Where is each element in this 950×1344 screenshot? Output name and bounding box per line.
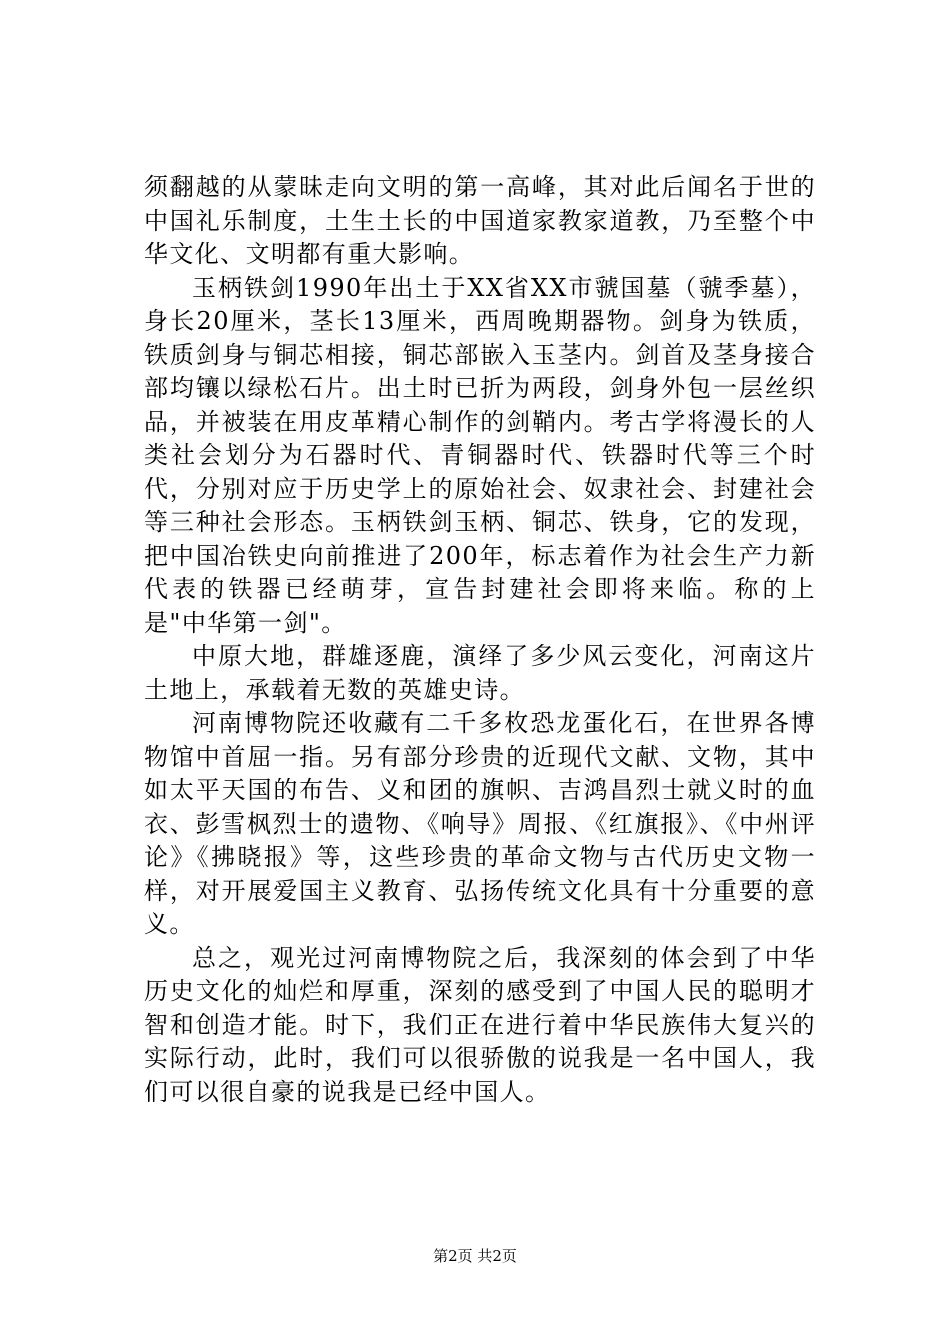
paragraph-1: 须翻越的从蒙昧走向文明的第一高峰，其对此后闻名于世的中国礼乐制度，土生土长的中国道家教家道教，乃至整个中华文化、文明都有重大影响。 (144, 173, 816, 268)
paragraph-4: 河南博物院还收藏有二千多枚恐龙蛋化石，在世界各博物馆中首屈一指。另有部分珍贵的近现代文献、文物，其中如太平天国的布告、义和团的旗帜、吉鸿昌烈士就义时的血衣、彭雪枫烈士的遗物、《响导》周报、《红旗报》、《中州评论》《拂晓报》等，这些珍贵的革命文物与古代历史文物一样，对开展爱国主义教育、弘扬传统文化具有十分重要的意义。 (144, 709, 816, 938)
paragraph-5: 总之，观光过河南博物院之后，我深刻的体会到了中华历史文化的灿烂和厚重，深刻的感受到了中国人民的聪明才智和创造才能。时下，我们正在进行着中华民族伟大复兴的实际行动，此时，我们可以很骄傲的说我是一名中国人，我们可以很自豪的说我是已经中国人。 (144, 943, 816, 1106)
page-number-footer: 第2页 共2页 (433, 1247, 517, 1265)
paragraph-3: 中原大地，群雄逐鹿，演绎了多少风云变化，河南这片土地上，承载着无数的英雄史诗。 (144, 642, 816, 704)
document-body (144, 171, 816, 1109)
paragraph-2: 玉柄铁剑1990年出土于XX省XX市虢国墓（虢季墓），身长20厘米，茎长13厘米，西周晚期器物。剑身为铁质，铁质剑身与铜芯相接，铜芯部嵌入玉茎内。剑首及茎身接合部均镶以绿松石片。出土时已折为两段，剑身外包一层丝织品，并被装在用皮革精心制作的剑鞘内。考古学将漫长的人类社会划分为石器时代、青铜器时代、铁器时代等三个时代，分别对应于历史学上的原始社会、奴隶社会、封建社会等三种社会形态。玉柄铁剑玉柄、铜芯、铁身，它的发现，把中国冶铁史向前推进了200年，标志着作为社会生产力新代表的铁器已经萌芽，宣告封建社会即将来临。称的上是"中华第一剑"。 (144, 273, 816, 637)
